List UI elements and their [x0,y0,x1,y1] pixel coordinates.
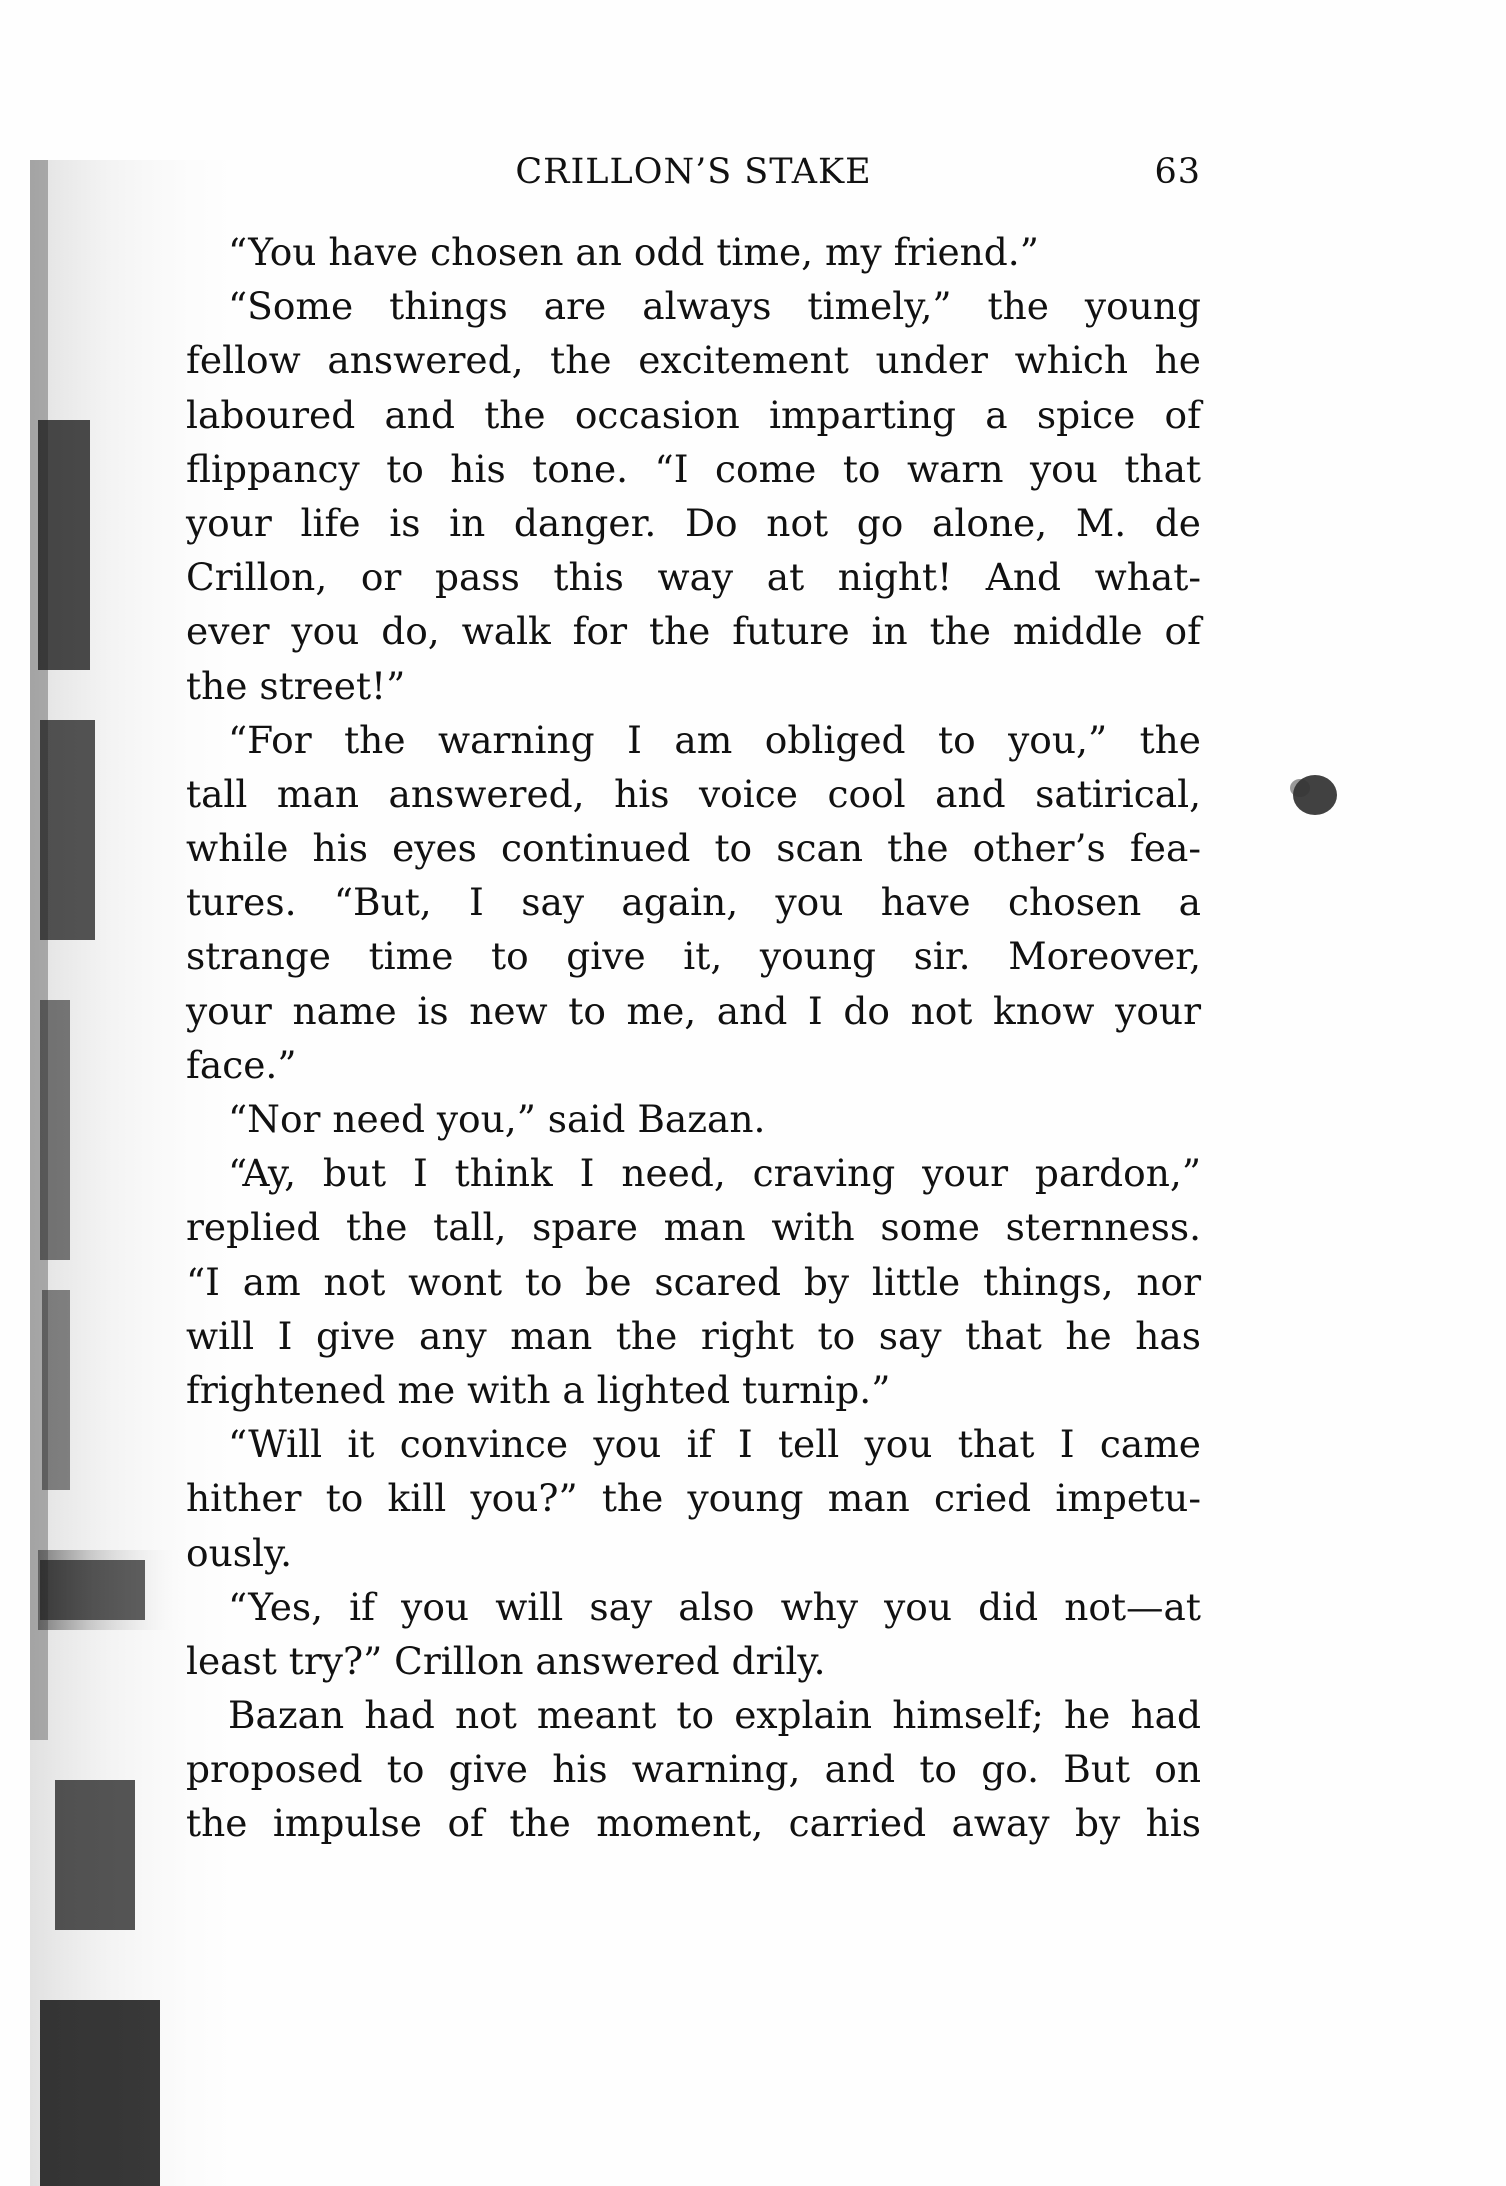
body-text [186,225,1201,1851]
text-line: least try?” Crillon answered drily. [186,1638,826,1683]
text-line: “Will it convince you if I tell you that I came [228,1422,1201,1467]
text-line: fellow answered, the excitement under which he [186,338,1201,383]
text-line: “Yes, if you will say also why you did not—at [228,1584,1201,1629]
text-line: “I am not wont to be scared by little things, nor [186,1259,1201,1304]
text-line: Bazan had not meant to explain himself; he had [228,1693,1201,1738]
text-line: laboured and the occasion imparting a spice of [186,392,1201,437]
text-line: “Ay, but I think I need, craving your pardon,” [228,1151,1201,1196]
text-line: strange time to give it, young sir. Moreover, [186,934,1201,979]
text-line: proposed to give his warning, and to go. But on [186,1747,1201,1792]
text-line: will I give any man the right to say that he has [186,1313,1201,1358]
page-header [186,148,1201,196]
text-line: the street!” [186,663,406,708]
text-line: Crillon, or pass this way at night! And what- [186,555,1201,600]
text-line: ously. [186,1530,293,1575]
text-line: ever you do, walk for the future in the middle of [186,609,1201,654]
text-line: “You have chosen an odd time, my friend.” [228,230,1039,274]
running-head: CRILLON’S STAKE [515,152,872,192]
text-line: your life is in danger. Do not go alone, M. de [186,500,1201,545]
text-line: hither to kill you?” the young man cried impetu- [186,1476,1201,1521]
text-line: your name is new to me, and I do not know your [186,988,1201,1033]
text-line: while his eyes continued to scan the other’s fea- [186,826,1201,871]
page-number: 63 [1154,152,1201,192]
text-line: tall man answered, his voice cool and satirical, [186,771,1201,816]
text-line: “Nor need you,” said Bazan. [228,1097,766,1141]
scan-speckle-right [1270,760,1350,830]
text-line: “For the warning I am obliged to you,” the [228,717,1201,762]
text-line: “Some things are always timely,” the young [228,284,1201,329]
text-line: face.” [186,1042,297,1087]
text-line: flippancy to his tone. “I come to warn you that [186,446,1201,491]
text-line: replied the tall, spare man with some sternness. [186,1205,1201,1250]
text-line: tures. “But, I say again, you have chosen a [186,880,1201,925]
text-line: the impulse of the moment, carried away by his [186,1801,1201,1846]
text-line: frightened me with a lighted turnip.” [186,1367,891,1412]
